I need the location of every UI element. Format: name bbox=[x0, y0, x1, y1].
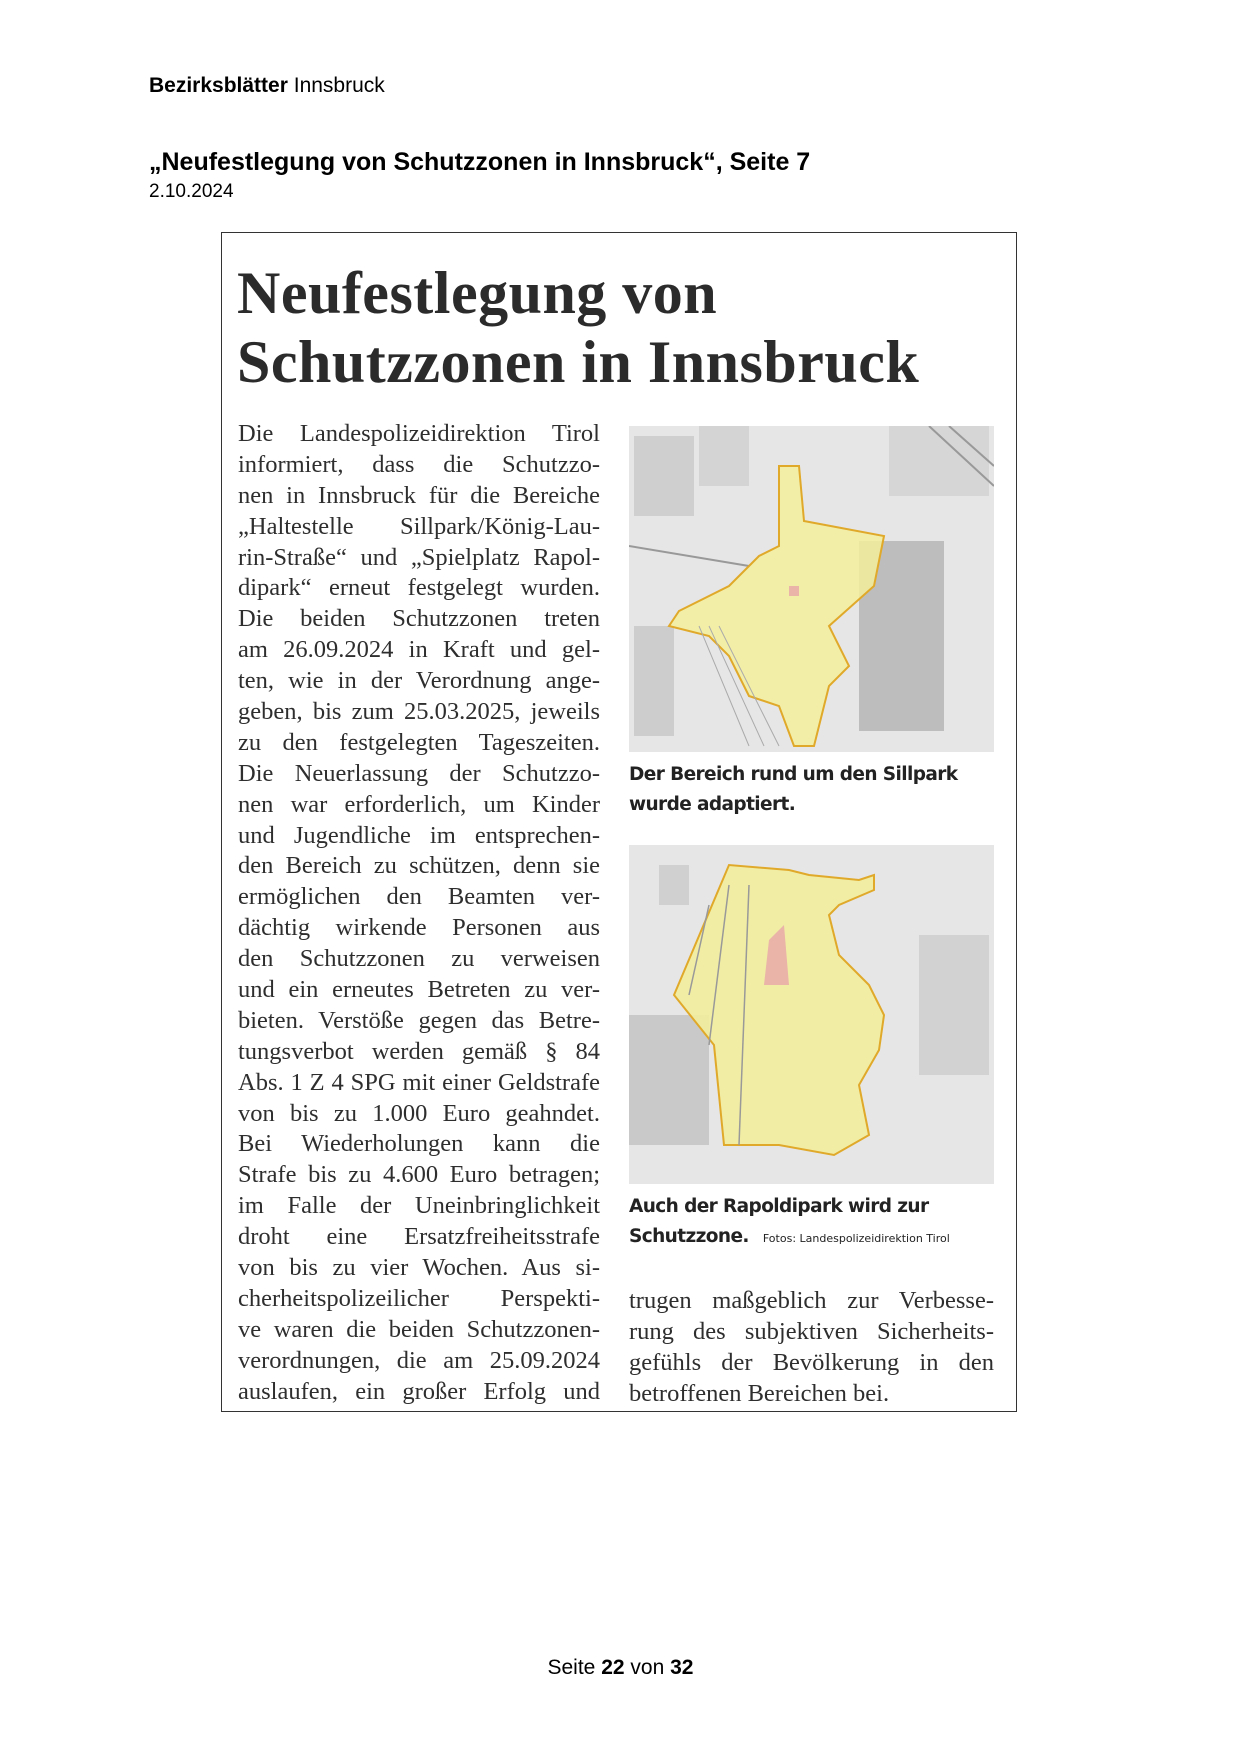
caption-line: Auch der Rapoldipark wird zur bbox=[629, 1196, 929, 1217]
publication-region: Innsbruck bbox=[293, 74, 385, 97]
document-title: „Neufestlegung von Schutzzonen in Innsbruck“, Seite 7 bbox=[149, 148, 811, 176]
newspaper-clipping bbox=[221, 232, 1017, 1412]
article-right-column bbox=[629, 1286, 994, 1410]
caption-sillpark bbox=[629, 760, 999, 820]
body-text-line: auslaufen, ein großer Erfolg und bbox=[238, 1377, 600, 1405]
caption-rapoldipark bbox=[629, 1192, 999, 1254]
caption-line: Der Bereich rund um den Sillpark bbox=[629, 764, 958, 785]
footer-middle: von bbox=[630, 1656, 665, 1679]
body-text-line: im Falle der Uneinbringlichkeit bbox=[238, 1192, 600, 1220]
photo-credit: Fotos: Landespolizeidirektion Tirol bbox=[762, 1232, 950, 1245]
headline-line: Schutzzonen in Innsbruck bbox=[237, 329, 920, 395]
current-page: 22 bbox=[601, 1656, 625, 1679]
total-pages: 32 bbox=[670, 1656, 694, 1679]
body-text-line: nen in Innsbruck für die Bereiche bbox=[238, 481, 600, 509]
body-text-line: dächtig wirkende Personen aus bbox=[238, 914, 600, 942]
body-text-line: trugen maßgeblich zur Verbesse- bbox=[629, 1287, 994, 1314]
body-text-line: gefühls der Bevölkerung in den bbox=[629, 1348, 994, 1376]
body-text-line: „Haltestelle Sillpark/König-Lau- bbox=[238, 512, 600, 540]
body-text-line: dipark“ erneut festgelegt wurden. bbox=[238, 574, 600, 602]
body-text-line: von bis zu vier Wochen. Aus si- bbox=[238, 1254, 600, 1282]
document-date: 2.10.2024 bbox=[149, 181, 234, 202]
body-text-line: rung des subjektiven Sicherheits- bbox=[629, 1317, 994, 1345]
body-text-line: Die Neuerlassung der Schutzzo- bbox=[238, 759, 600, 787]
body-text-line: informiert, dass die Schutzzo- bbox=[238, 450, 600, 478]
body-text-line: den Schutzzonen zu verweisen bbox=[238, 945, 600, 973]
body-text-line: verordnungen, die am 25.09.2024 bbox=[238, 1346, 600, 1374]
article-headline bbox=[237, 259, 919, 397]
body-text-line: geben, bis zum 25.03.2025, jeweils bbox=[238, 698, 600, 726]
body-text-line: tungsverbot werden gemäß § 84 bbox=[238, 1037, 600, 1065]
body-text-line: Bei Wiederholungen kann die bbox=[238, 1130, 600, 1158]
body-text-line: den Bereich zu schützen, denn sie bbox=[238, 852, 600, 880]
publication-name bbox=[149, 74, 385, 98]
map-sillpark bbox=[629, 426, 994, 752]
body-text-line: bieten. Verstöße gegen das Betre- bbox=[238, 1006, 600, 1034]
caption-line: Schutzzone. bbox=[629, 1226, 749, 1247]
body-text-line: ermöglichen den Beamten ver- bbox=[238, 883, 600, 911]
publication-bold: Bezirksblätter bbox=[149, 74, 288, 97]
body-text-line: und ein erneutes Betreten zu ver- bbox=[238, 976, 600, 1004]
headline-line: Neufestlegung von bbox=[237, 260, 718, 326]
body-text-line: Strafe bis zu 4.600 Euro betragen; bbox=[238, 1161, 600, 1189]
body-text-line: cherheitspolizeilicher Perspekti- bbox=[238, 1284, 600, 1312]
body-text-line: von bis zu 1.000 Euro geahndet. bbox=[238, 1099, 600, 1127]
body-text-line: rin-Straße“ und „Spielplatz Rapol- bbox=[238, 543, 600, 571]
caption-line: wurde adaptiert. bbox=[629, 794, 796, 815]
article-left-column bbox=[238, 419, 600, 1408]
body-text-line: und Jugendliche im entsprechen- bbox=[238, 821, 600, 849]
body-text-line: Die Landespolizeidirektion Tirol bbox=[238, 420, 600, 447]
body-text-line: zu den festgelegten Tageszeiten. bbox=[238, 728, 600, 756]
body-text-line: am 26.09.2024 in Kraft und gel- bbox=[238, 636, 600, 664]
body-text-line: ten, wie in der Verordnung ange- bbox=[238, 667, 600, 695]
body-text-line: nen war erforderlich, um Kinder bbox=[238, 790, 600, 818]
page-footer bbox=[0, 1656, 1241, 1680]
body-text-line: Die beiden Schutzzonen treten bbox=[238, 605, 600, 633]
footer-prefix: Seite bbox=[547, 1656, 596, 1679]
map-rapoldipark bbox=[629, 845, 994, 1184]
body-text-line: Abs. 1 Z 4 SPG mit einer Geldstrafe bbox=[238, 1068, 600, 1096]
body-text-line: ve waren die beiden Schutzzonen- bbox=[238, 1315, 600, 1343]
body-text-line: droht eine Ersatzfreiheitsstrafe bbox=[238, 1223, 600, 1251]
body-text-line: betroffenen Bereichen bei. bbox=[629, 1379, 890, 1407]
